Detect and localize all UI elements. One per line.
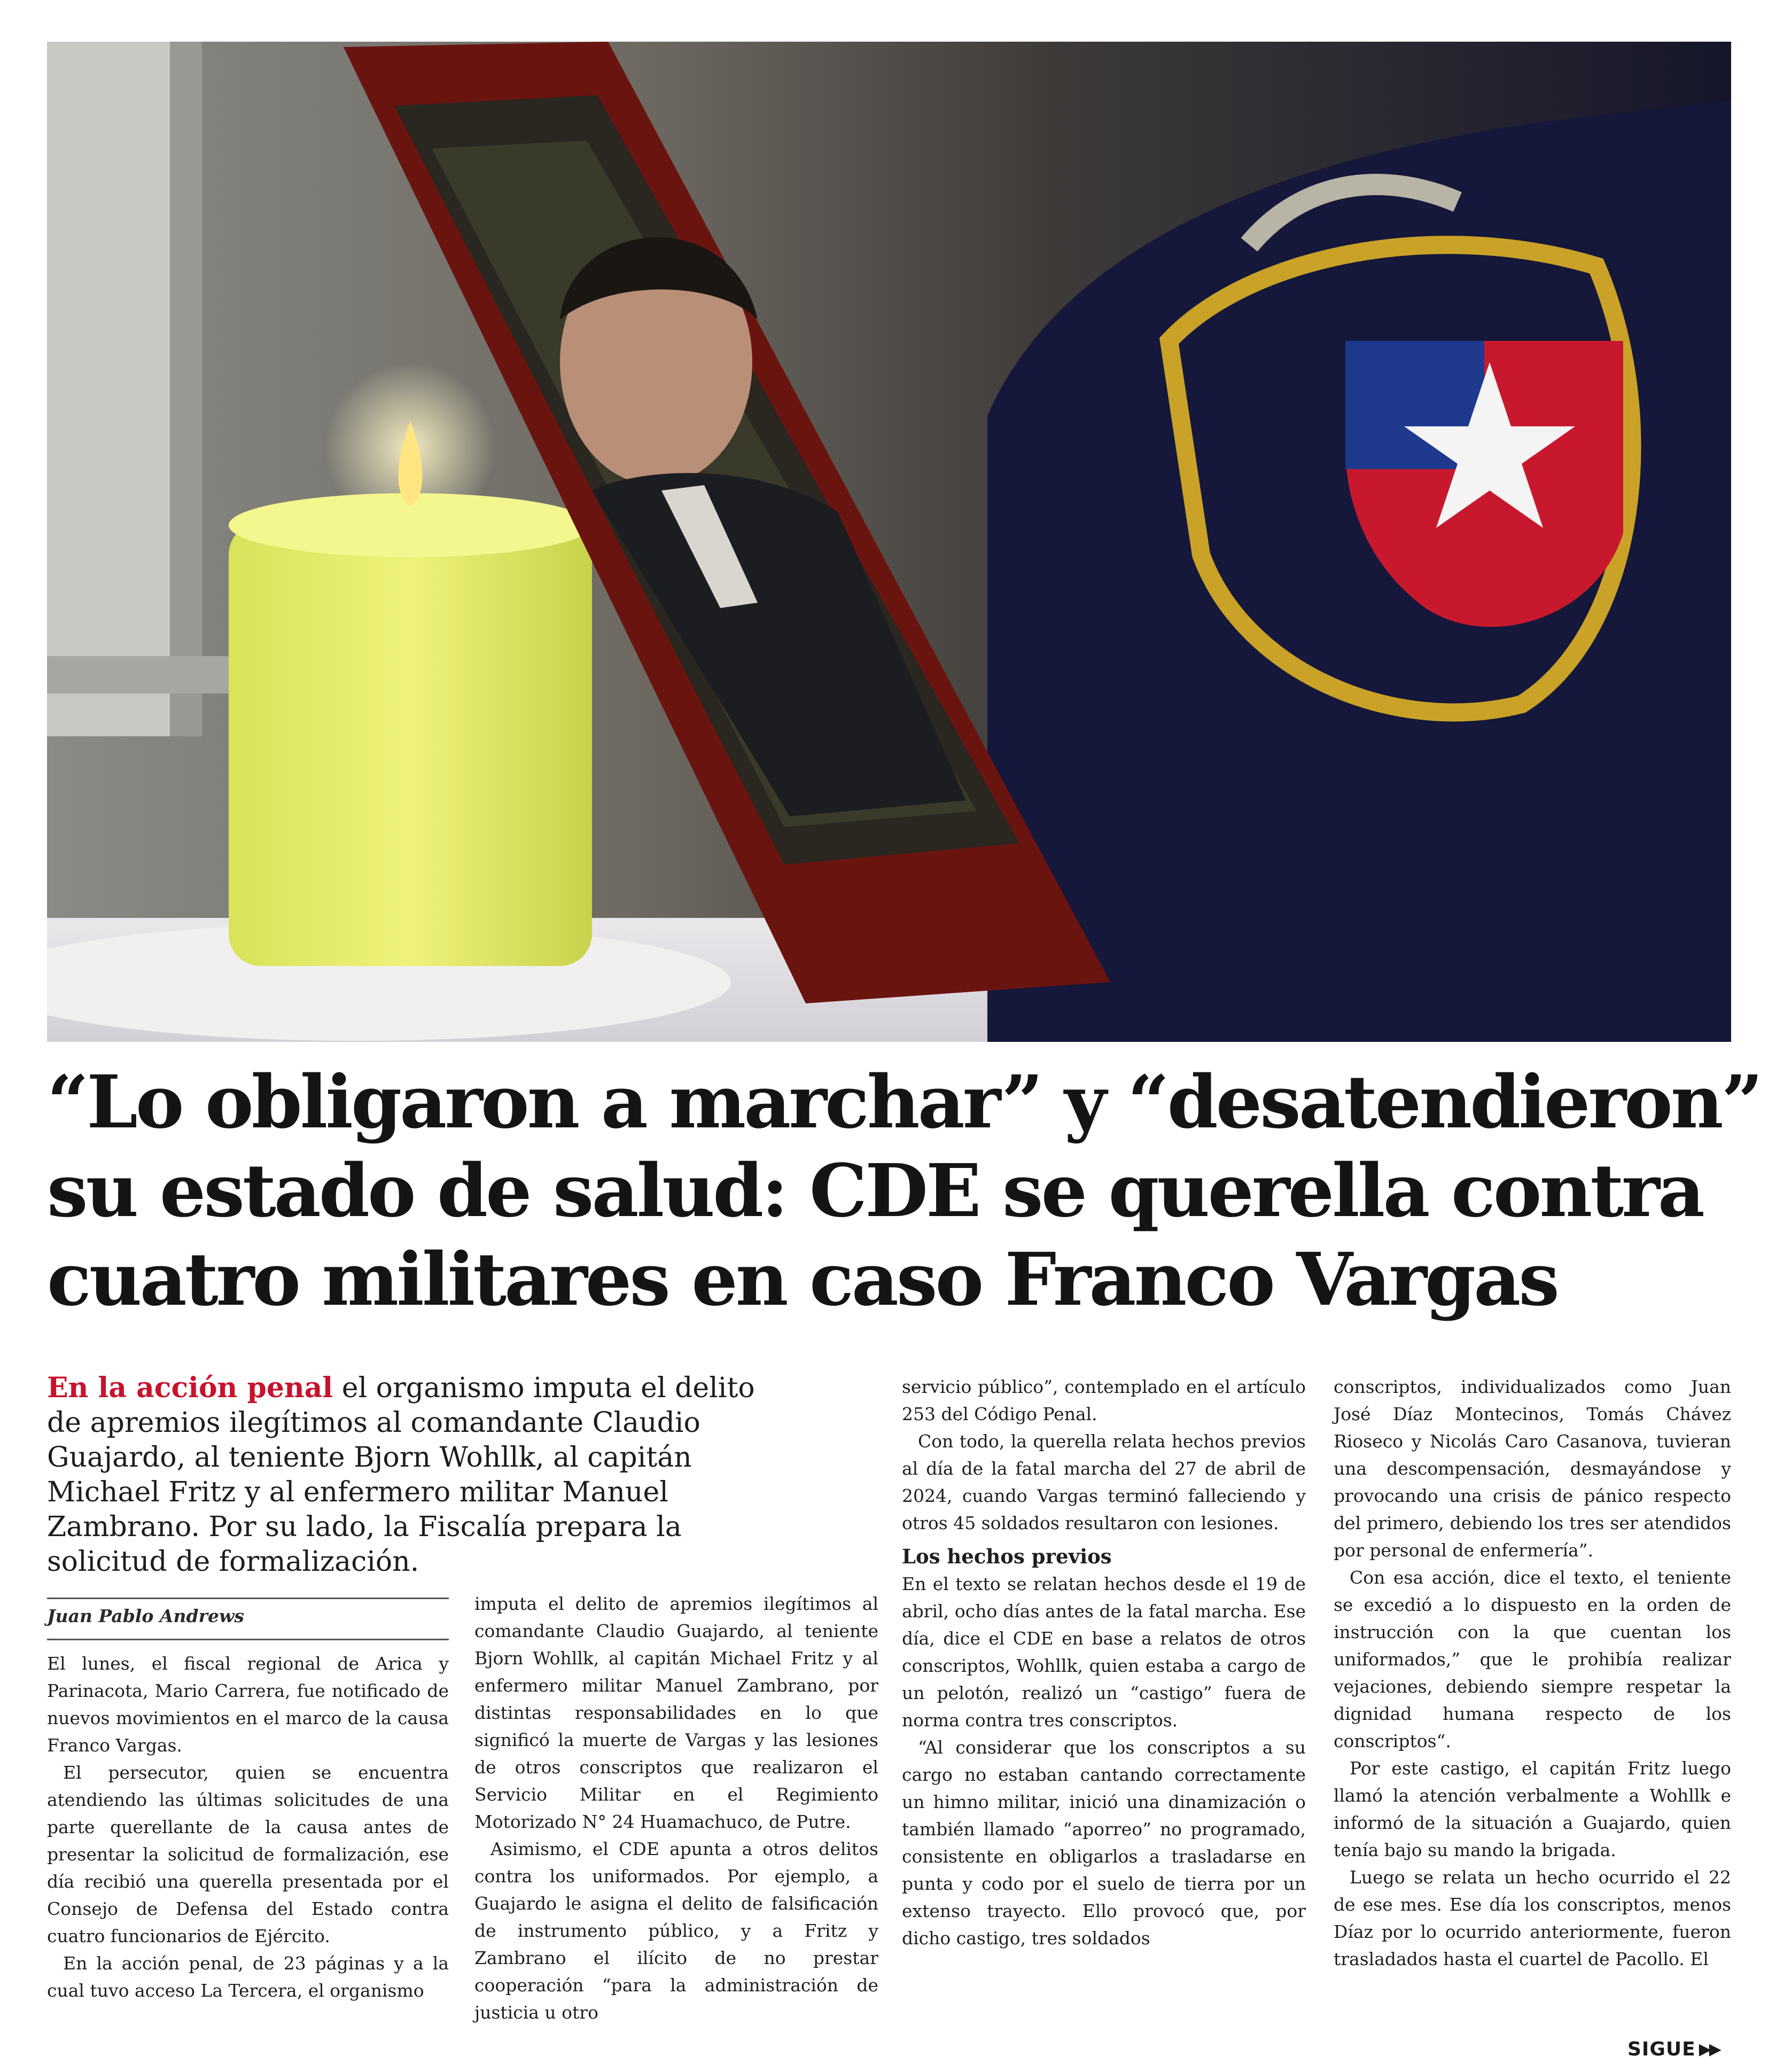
paragraph: Por este castigo, el capitán Fritz luego llamó la atención verbalmente a Wohllk e informó de la situación a Guajardo, quien tenía bajo su mando la brigada. — [1334, 1758, 1731, 1860]
paragraph: “Al considerar que los conscriptos a su cargo no estaban cantando correctamente un himno militar, inició una dinamización o también llamado “aporreo” no programado, consistente en obligarlos a trasladarse en punta y codo por el suelo de tierra por un extenso trayecto. Ello provocó que, por dicho castigo, tres soldados — [902, 1737, 1306, 1949]
paragraph: Con todo, la querella relata hechos previos al día de la fatal marcha del 27 de abril de 2024, cuando Vargas terminó falleciendo y otros 45 soldados resultaron con lesiones. — [902, 1431, 1306, 1533]
body-column-2 — [474, 1590, 878, 2026]
paragraph: servicio público”, contemplado en el artículo 253 del Código Penal. — [902, 1376, 1306, 1424]
lead-text: el organismo imputa el delito de apremios ilegítimos al comandante Claudio Guajardo, al teniente Bjorn Wohllk, al capitán Michael Fritz y al enfermero militar Manuel Zambrano. Por su lado, la Fiscalía prepara la solicitud de formalización. — [47, 1372, 755, 1578]
lead-kicker: En la acción penal — [47, 1372, 333, 1404]
paragraph: Luego se relata un hecho ocurrido el 22 de ese mes. Ese día los conscriptos, menos Díaz por lo ocurrido anteriormente, fueron trasladados hasta el cuartel de Pacollo. El — [1334, 1867, 1731, 1969]
article-headline — [47, 1058, 1761, 1324]
subheading: Los hechos previos — [902, 1545, 1112, 1568]
paragraph: En la acción penal, de 23 páginas y a la cual tuvo acceso La Tercera, el organismo — [47, 1953, 449, 2001]
headline-line-2: su estado de salud: CDE se querella contra — [47, 1148, 1703, 1234]
paragraph: Con esa acción, dice el texto, el teniente se excedió a lo dispuesto en la orden de instrucción con la que cuentan los uniformados,” que le prohibía realizar vejaciones, debiendo siempre respetar la dignidad humana respecto de los conscriptos“. — [1334, 1567, 1731, 1751]
paragraph: El lunes, el fiscal regional de Arica y Parinacota, Mario Carrera, fue notificado de nuevos movimientos en el marco de la causa Franco Vargas. — [47, 1653, 449, 1756]
body-column-3 — [902, 1373, 1306, 1952]
double-arrow-icon: ▶▶ — [1699, 2039, 1719, 2059]
continue-indicator — [1627, 2036, 1719, 2062]
paragraph: Asimismo, el CDE apunta a otros delitos contra los uniformados. Por ejemplo, a Guajardo le asigna el delito de falsificación de instrumento público, y a Fritz y Zambrano el ilícito de no prestar cooperación “para la administración de justicia u otro — [474, 1839, 878, 2023]
body-column-4 — [1334, 1373, 1731, 1973]
candle-icon — [229, 523, 592, 966]
paragraph: conscriptos, individualizados como Juan José Díaz Montecinos, Tomás Chávez Rioseco y Nicolás Caro Casanova, tuvieran una descompensación, desmayándose y provocando una crisis de pánico respecto del primero, debiendo los tres ser atendidos por personal de enfermería”. — [1334, 1376, 1731, 1561]
paragraph: imputa el delito de apremios ilegítimos al comandante Claudio Guajardo, al teniente Bjorn Wohllk, al capitán Michael Fritz y al enfermero militar Manuel Zambrano, por distintas responsabilidades en lo que significó la muerte de Vargas y las lesiones de otros conscriptos que realizaron el Servicio Militar en el Regimiento Motorizado N° 24 Huamachuco, de Putre. — [474, 1593, 878, 1832]
byline: Juan Pablo Andrews — [47, 1606, 244, 1626]
article-lead — [47, 1370, 795, 1579]
article-photo — [47, 42, 1731, 1042]
headline-line-1: “Lo obligaron a marchar” y “desatendieron” — [47, 1060, 1761, 1145]
sigue-label: SIGUE — [1627, 2038, 1696, 2060]
byline-box — [47, 1598, 449, 1640]
headline-line-3: cuatro militares en caso Franco Vargas — [47, 1237, 1557, 1322]
body-column-1 — [47, 1650, 449, 2004]
memorial-photo-illustration — [47, 42, 1731, 1042]
window-icon — [47, 42, 170, 736]
paragraph: El persecutor, quien se encuentra atendiendo las últimas solicitudes de una parte querellante de la causa antes de presentar la solicitud de formalización, ese día recibió una querella presentada por el Consejo de Defensa del Estado contra cuatro funcionarios de Ejército. — [47, 1762, 449, 1946]
paragraph: En el texto se relatan hechos desde el 19 de abril, ocho días antes de la fatal marcha. Ese día, dice el CDE en base a relatos de otros conscriptos, Wohllk, quien estaba a cargo de un pelotón, realizó un “castigo” fuera de norma contra tres conscriptos. — [902, 1574, 1306, 1731]
